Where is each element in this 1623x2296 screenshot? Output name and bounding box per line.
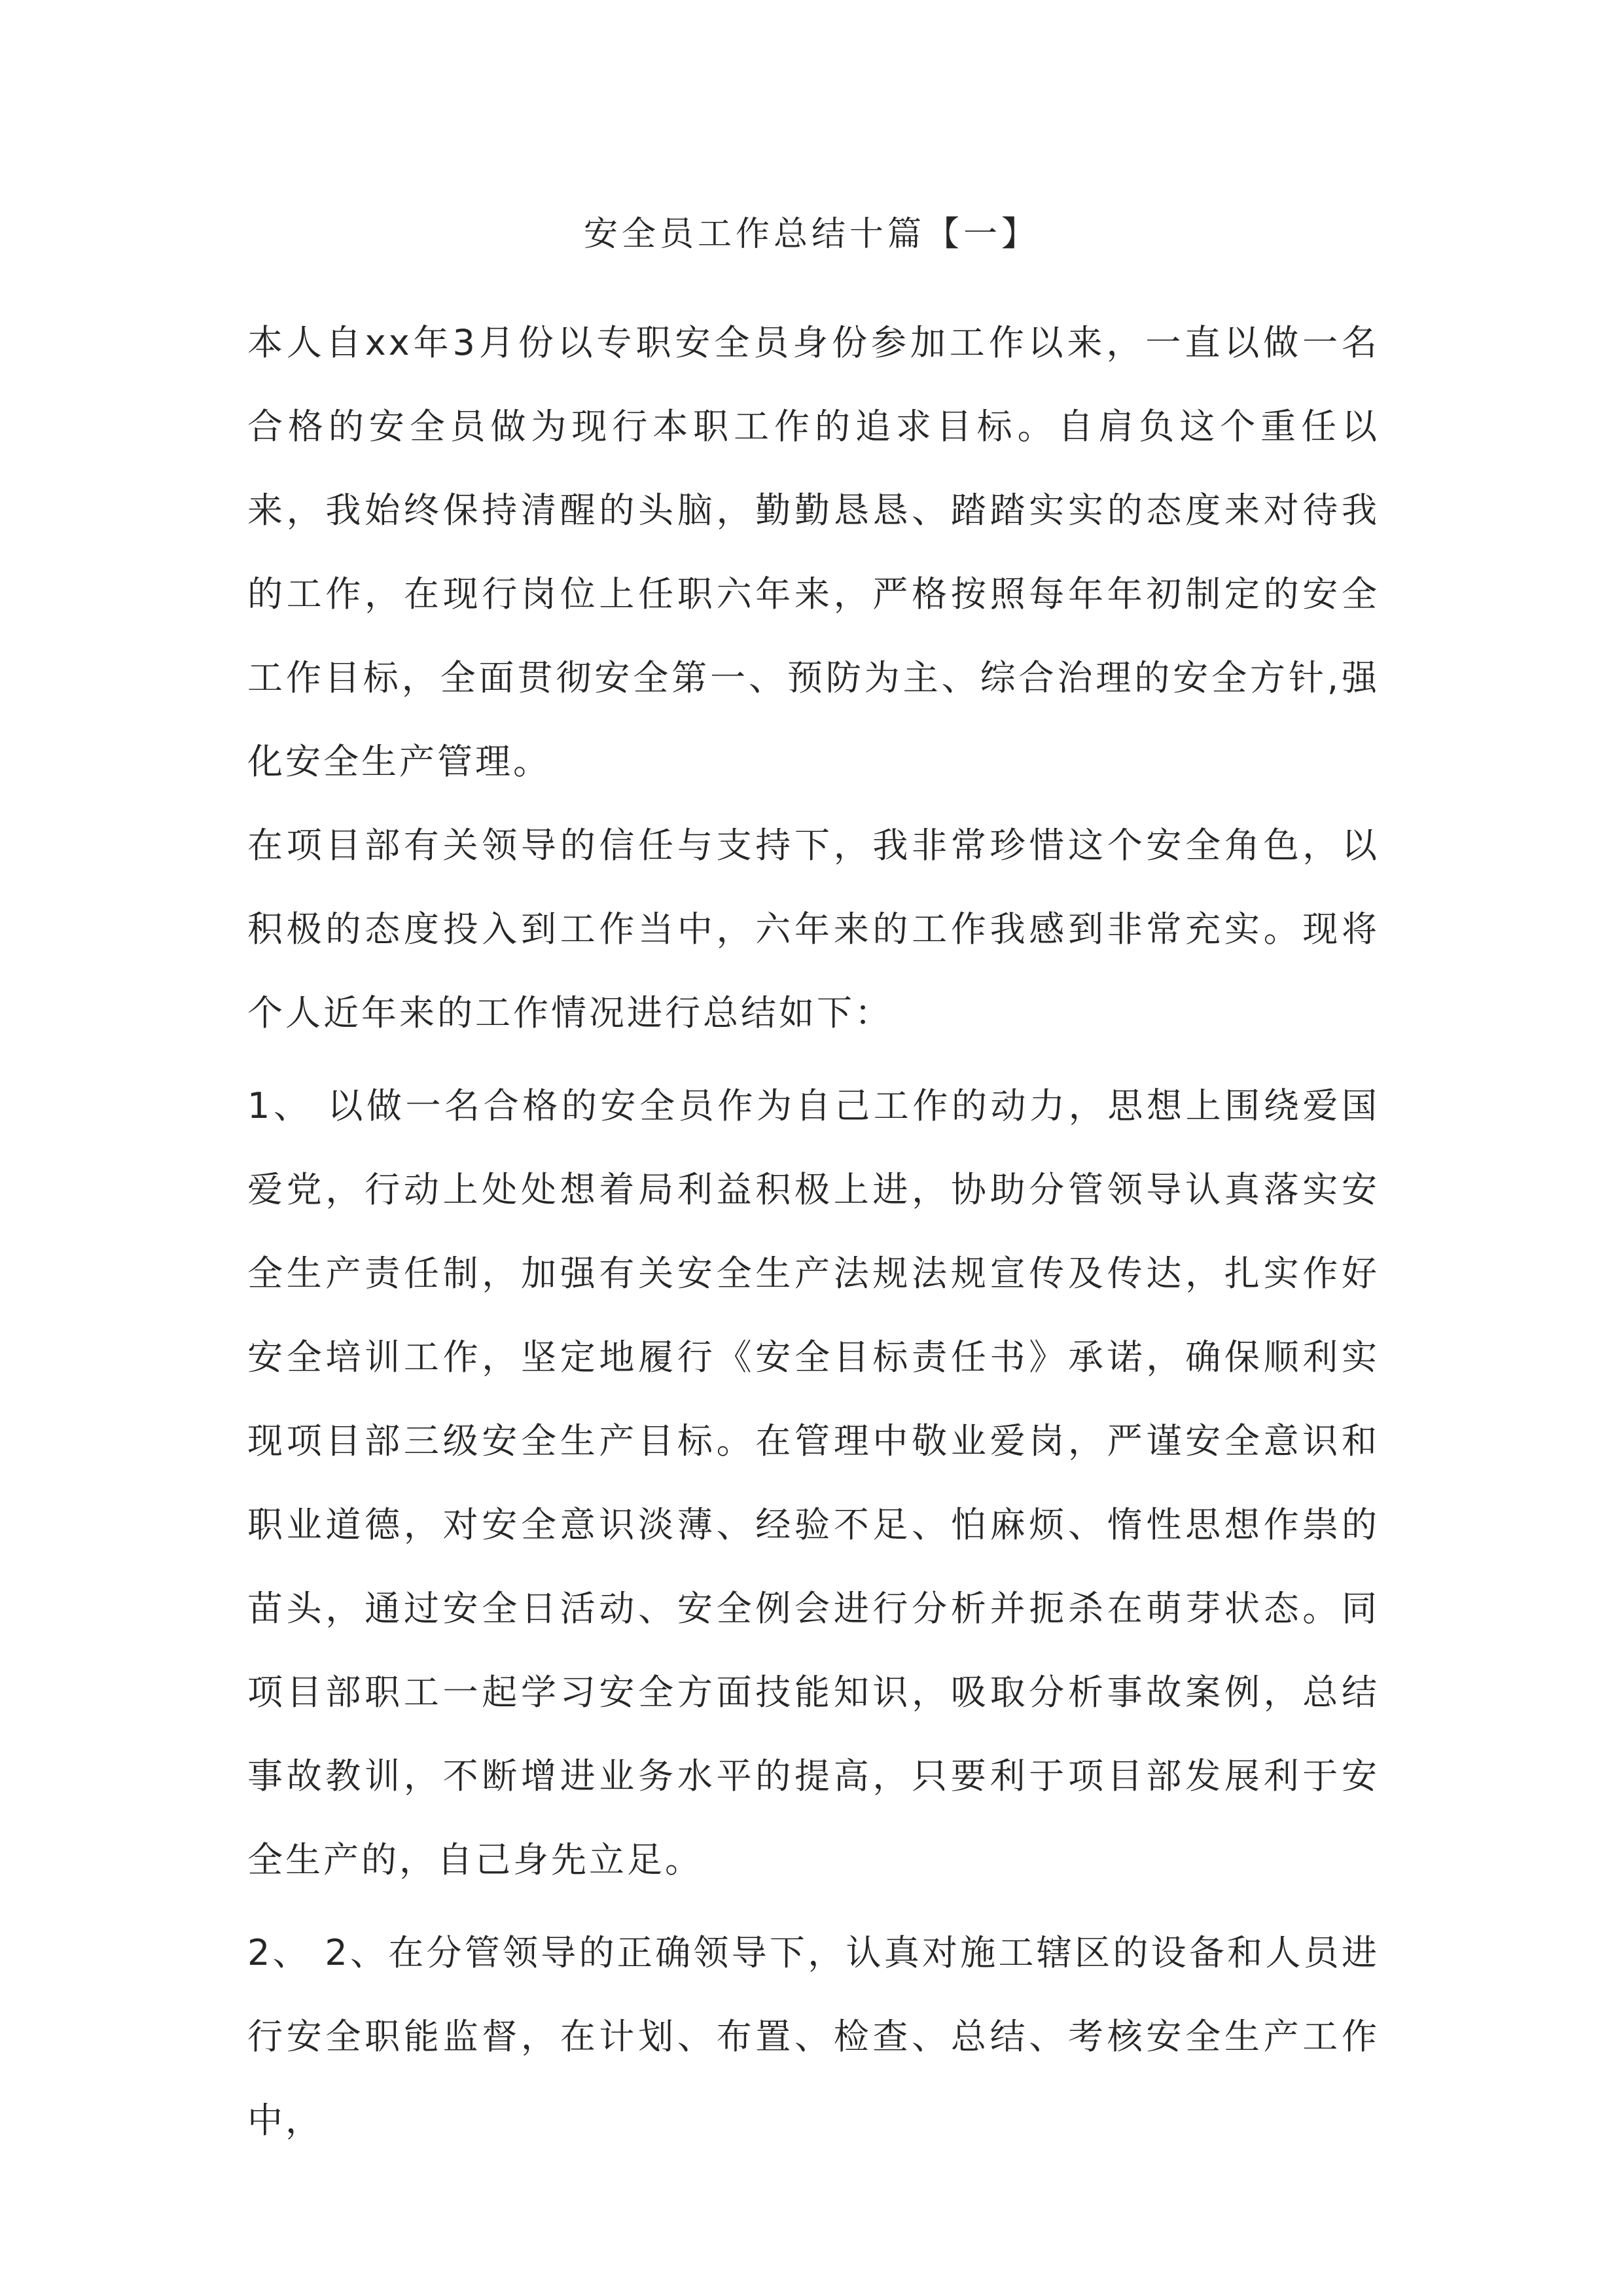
- paragraph-item-1: 1、 以做一名合格的安全员作为自己工作的动力，思想上围绕爱国爱党，行动上处处想着局利益积极上进，协助分管领导认真落实安全生产责任制，加强有关安全生产法规法规宣传及传达，扎实作好安全培训工作，坚定地履行《安全目标责任书》承诺，确保顺利实现项目部三级安全生产目标。在管理中敬业爱岗，严谨安全意识和职业道德，对安全意识淡薄、经验不足、怕麻烦、惰性思想作祟的苗头，通过安全日活动、安全例会进行分析并扼杀在萌芽状态。同项目部职工一起学习安全方面技能知识，吸取分析事故案例，总结事故教训，不断增进业务水平的提高，只要利于项目部发展利于安全生产的，自己身先立足。: [247, 1085, 1380, 1880]
- paragraph-summary-lead: 在项目部有关领导的信任与支持下，我非常珍惜这个安全角色，以积极的态度投入到工作当中，六年来的工作我感到非常充实。现将个人近年来的工作情况进行总结如下：: [247, 825, 1380, 1033]
- document-title: 安全员工作总结十篇【一】: [583, 215, 1039, 254]
- document-body: [247, 301, 1380, 2162]
- paragraph-item-2: 2、 2、在分管领导的正确领导下，认真对施工辖区的设备和人员进行安全职能监督，在计划、布置、检查、总结、考核安全生产工作中，: [247, 1932, 1380, 2141]
- paragraph-intro: 本人自xx年3月份以专职安全员身份参加工作以来，一直以做一名合格的安全员做为现行本职工作的追求目标。自肩负这个重任以来，我始终保持清醒的头脑，勤勤恳恳、踏踏实实的态度来对待我的工作，在现行岗位上任职六年来，严格按照每年年初制定的安全工作目标，全面贯彻安全第一、预防为主、综合治理的安全方针,强化安全生产管理。: [247, 322, 1380, 782]
